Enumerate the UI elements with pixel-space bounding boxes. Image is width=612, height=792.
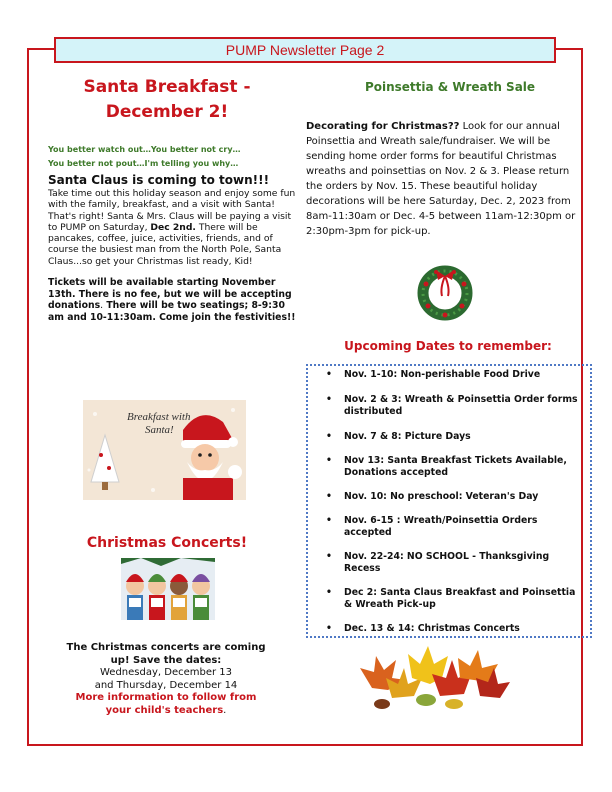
concert-details: The Christmas concerts are coming up! Save the dates: Wednesday, December 13 and Thursday, December 14 More information to follow from your child's teachers. (66, 642, 266, 716)
date-item: • Nov. 10: No preschool: Veteran's Day (326, 491, 539, 502)
date-item: • Nov. 7 & 8: Picture Days (326, 431, 471, 442)
date-item: • Nov. 1-10: Non-perishable Food Drive (326, 369, 541, 380)
upcoming-dates-title: Upcoming Dates to remember: (344, 339, 552, 353)
date-item: • Dec. 13 & 14: Christmas Concerts (326, 623, 520, 634)
header-title: PUMP Newsletter Page 2 (225, 42, 385, 58)
breakfast-image-text-2: Santa! (145, 424, 174, 436)
date-item: • Nov. 6-15 : Wreath/Poinsettia Orders accepted (326, 515, 538, 538)
breakfast-with-santa-image (83, 400, 246, 500)
christmas-concerts-title: Christmas Concerts! (86, 535, 248, 551)
caroling-children-image (121, 558, 215, 620)
poinsettia-wreath-title: Poinsettia & Wreath Sale (364, 80, 536, 94)
santa-headline: Santa Claus is coming to town!!! (48, 173, 270, 187)
christmas-wreath-image (414, 262, 476, 324)
autumn-leaves-image (352, 638, 512, 714)
watch-out-lyrics: You better watch out…You better not cry… You better not pout…I'm telling you why… (48, 145, 241, 168)
santa-tickets-text: Tickets will be available starting November 13th. There is no fee, but we will be accepting donations. There will be two seatings; 8-9:30 am and 10-11:30am. Come join the festivities!! (48, 277, 296, 323)
date-item: • Nov 13: Santa Breakfast Tickets Available, Donations accepted (326, 455, 567, 478)
breakfast-image-text-1: Breakfast with (127, 411, 191, 423)
date-item: • Nov. 2 & 3: Wreath & Poinsettia Order forms distributed (326, 394, 578, 417)
santa-breakfast-title: Santa Breakfast - December 2! (83, 77, 251, 122)
poinsettia-body-text: Decorating for Christmas?? Look for our annual Poinsettia and Wreath sale/fundraiser. We will be sending home order forms for beautiful Christmas wreaths and poinsettias on Nov. 2 & 3. Please return the orders by Nov. 15. These beautiful holiday decorations will be here Saturday, Dec. 2, 2023 from 8am-11:30am or Dec. 4-5 between 11am-12:30pm or 2:30pm-3pm for pick-up. (306, 121, 576, 237)
date-item: • Dec 2: Santa Claus Breakfast and Poinsettia & Wreath Pick-up (326, 587, 576, 610)
santa-body-text: Take time out this holiday season and enjoy some fun with the family, breakfast, and a visit with Santa! That's right! Santa & Mrs. Claus will be paying a visit to PUMP on Saturday, Dec 2nd. There will be pancakes, coffee, juice, activities, friends, and of course the busiest man from the North Pole, Santa Claus...so get your Christmas list ready, Kid! (48, 188, 296, 267)
newsletter-header (54, 37, 556, 63)
date-item: • Nov. 22-24: NO SCHOOL - Thanksgiving Recess (326, 551, 550, 574)
upcoming-dates-list (314, 366, 584, 635)
